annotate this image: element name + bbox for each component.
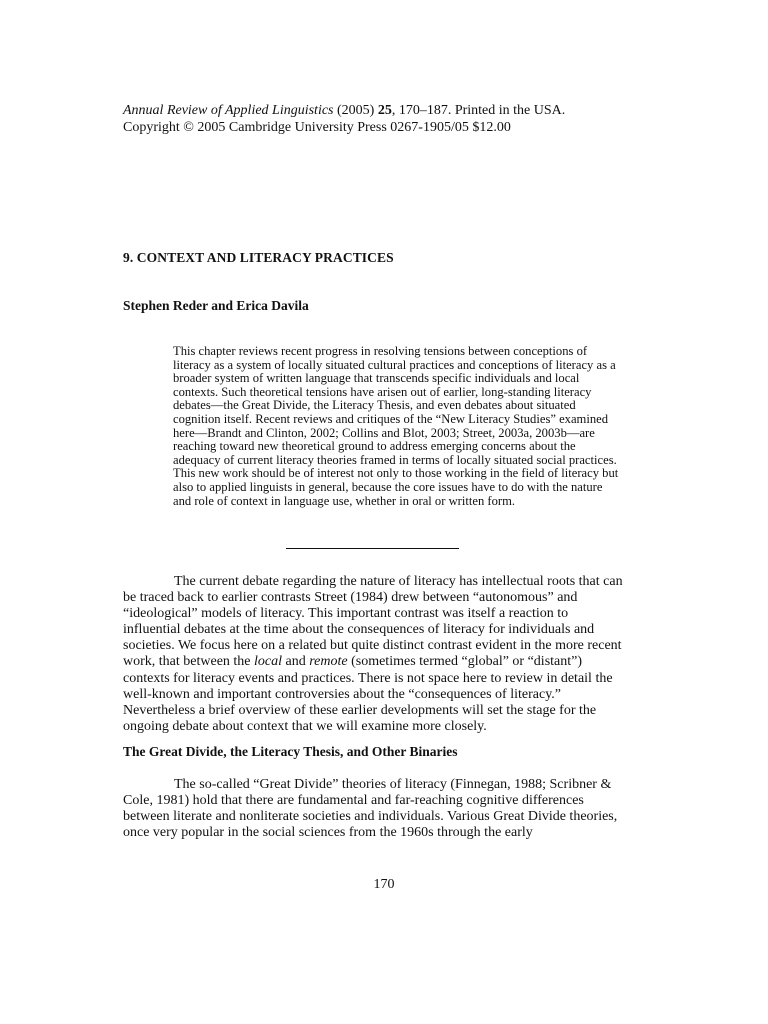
journal-year: (2005) [333, 103, 378, 118]
subheading: The Great Divide, the Literacy Thesis, and Other Binaries [123, 744, 458, 759]
paragraph-emphasis-local: local [254, 654, 283, 670]
journal-title: Annual Review of Applied Linguistics [123, 103, 334, 118]
paragraph-emphasis-remote: remote [309, 654, 348, 670]
chapter-title: 9. CONTEXT AND LITERACY PRACTICES [123, 250, 394, 265]
page-number: 170 [373, 877, 395, 892]
section-divider [286, 548, 459, 549]
copyright-line: Copyright © 2005 Cambridge University Press 0267-1905/05 $12.00 [123, 120, 511, 135]
body-paragraph-2: The so-called “Great Divide” theories of literacy (Finnegan, 1988; Scribner & Cole, 1981) hold that there are fundamental and far-reaching cognitive differences between literate and nonliterate societies and individuals. Various Great Divide theories, once very popular in the social sciences from the 1960s through the early [123, 777, 618, 841]
citation-header [123, 102, 643, 136]
paragraph-text: The current debate regarding the nature of literacy has intellectual roots that can be traced back to earlier contrasts Street (1984) drew between “autonomous” and “ideological” models of literacy. This important contrast was itself a reaction to influential debates at the time about the consequences of literacy for individuals and societies. We focus here on a related but quite distinct contrast evident in the more recent work, that between the [123, 574, 623, 670]
citation-line [123, 102, 643, 119]
journal-pages: , 170–187. Printed in the USA. [391, 103, 566, 118]
journal-volume: 25 [377, 103, 392, 118]
body-paragraph-1 [123, 574, 623, 735]
abstract: This chapter reviews recent progress in resolving tensions between conceptions of literacy as a system of locally situated cultural practices and conceptions of literacy as a broader system of written language that transcends specific individuals and local contexts. Such theoretical tensions have arisen out of earlier, long-standing literacy debates—the Great Divide, the Literacy Thesis, and even debates about situated cognition itself. Recent reviews and critiques of the “New Literacy Studies” examined here—Brandt and Clinton, 2002; Collins and Blot, 2003; Street, 2003a, 2003b—are reaching toward new theoretical ground to address emerging concerns about the adequacy of current literacy theories framed in terms of locally situated social practices. This new work should be of interest not only to those working in the field of literacy but also to applied linguists in general, because the core issues have to do with the nature and role of context in language use, whether in oral or written form. [173, 344, 619, 508]
authors: Stephen Reder and Erica Davila [123, 298, 309, 313]
paragraph-text: and [282, 654, 310, 670]
paragraph-text: (sometimes termed “global” or “distant”) contexts for literacy events and practices. There is not space here to review in detail the well-known and important controversies about the “consequences of literacy.” Nevertheless a brief overview of these earlier developments will set the stage for the ongoing debate about context that we will examine more closely. [123, 654, 613, 734]
